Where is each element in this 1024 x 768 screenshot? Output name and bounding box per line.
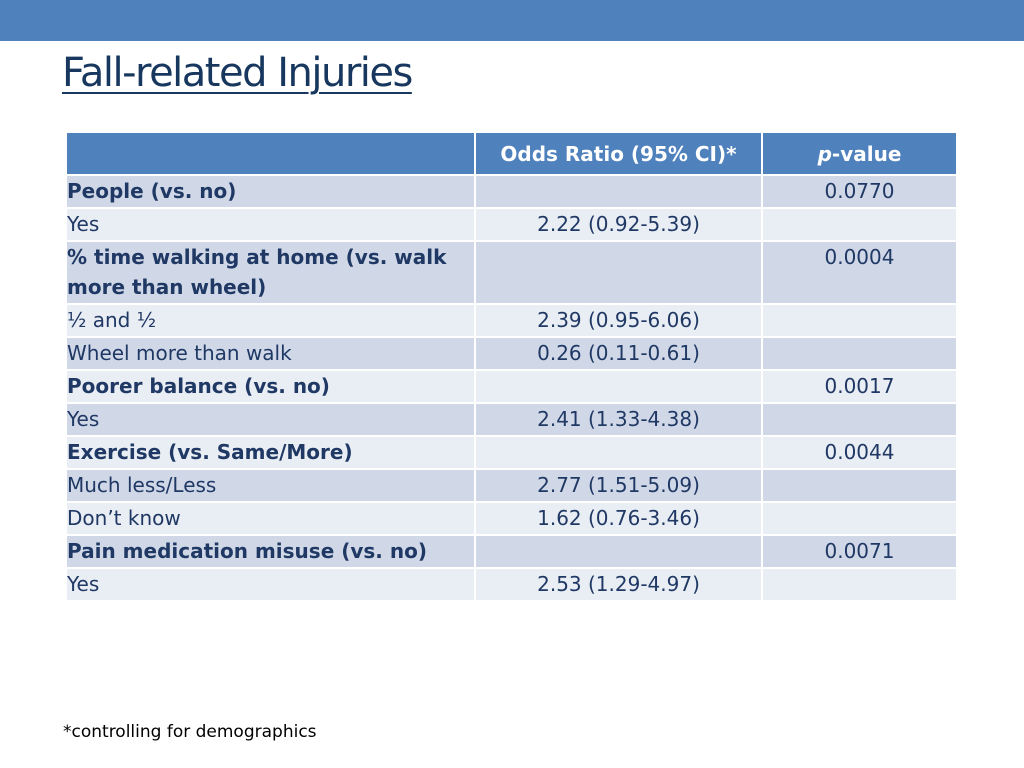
row-label: Yes xyxy=(66,568,475,601)
row-p-value xyxy=(762,469,957,502)
table-row-level xyxy=(66,502,957,535)
row-odds-ratio xyxy=(475,370,762,403)
table-row-group xyxy=(66,175,957,208)
table-row-group xyxy=(66,241,957,304)
table-row-level xyxy=(66,403,957,436)
table-row-group xyxy=(66,436,957,469)
header-odds-ratio: Odds Ratio (95% CI)* xyxy=(475,132,762,175)
row-odds-ratio xyxy=(475,175,762,208)
top-accent-bar xyxy=(0,0,1024,41)
row-label: Pain medication misuse (vs. no) xyxy=(66,535,475,568)
table-row-level xyxy=(66,208,957,241)
header-p-italic: p xyxy=(817,141,832,166)
table-row-group xyxy=(66,370,957,403)
row-p-value: 0.0044 xyxy=(762,436,957,469)
table-row-level xyxy=(66,304,957,337)
row-label: People (vs. no) xyxy=(66,175,475,208)
row-odds-ratio xyxy=(475,241,762,304)
row-label: Don’t know xyxy=(66,502,475,535)
row-label: ½ and ½ xyxy=(66,304,475,337)
header-p-value xyxy=(762,132,957,175)
row-p-value: 0.0017 xyxy=(762,370,957,403)
row-label: % time walking at home (vs. walk more than wheel) xyxy=(66,241,475,304)
footnote: *controlling for demographics xyxy=(63,722,317,742)
table-header-row xyxy=(66,132,957,175)
row-label: Yes xyxy=(66,403,475,436)
row-label: Much less/Less xyxy=(66,469,475,502)
table-row-group xyxy=(66,535,957,568)
header-p-rest: -value xyxy=(831,141,902,166)
row-p-value xyxy=(762,403,957,436)
row-p-value: 0.0071 xyxy=(762,535,957,568)
row-p-value xyxy=(762,502,957,535)
row-odds-ratio: 2.22 (0.92-5.39) xyxy=(475,208,762,241)
row-label: Yes xyxy=(66,208,475,241)
table-row-level xyxy=(66,469,957,502)
row-odds-ratio: 2.39 (0.95-6.06) xyxy=(475,304,762,337)
header-label xyxy=(66,132,475,175)
slide-title: Fall-related Injuries xyxy=(62,50,412,96)
row-p-value xyxy=(762,337,957,370)
row-odds-ratio: 2.53 (1.29-4.97) xyxy=(475,568,762,601)
row-p-value: 0.0770 xyxy=(762,175,957,208)
row-odds-ratio: 1.62 (0.76-3.46) xyxy=(475,502,762,535)
row-label: Poorer balance (vs. no) xyxy=(66,370,475,403)
row-odds-ratio: 0.26 (0.11-0.61) xyxy=(475,337,762,370)
row-p-value: 0.0004 xyxy=(762,241,957,304)
odds-ratio-table xyxy=(65,131,958,602)
row-odds-ratio: 2.77 (1.51-5.09) xyxy=(475,469,762,502)
row-odds-ratio xyxy=(475,535,762,568)
row-odds-ratio: 2.41 (1.33-4.38) xyxy=(475,403,762,436)
row-odds-ratio xyxy=(475,436,762,469)
table-row-level xyxy=(66,568,957,601)
row-label: Wheel more than walk xyxy=(66,337,475,370)
table-row-level xyxy=(66,337,957,370)
row-p-value xyxy=(762,208,957,241)
row-p-value xyxy=(762,568,957,601)
row-label: Exercise (vs. Same/More) xyxy=(66,436,475,469)
row-p-value xyxy=(762,304,957,337)
